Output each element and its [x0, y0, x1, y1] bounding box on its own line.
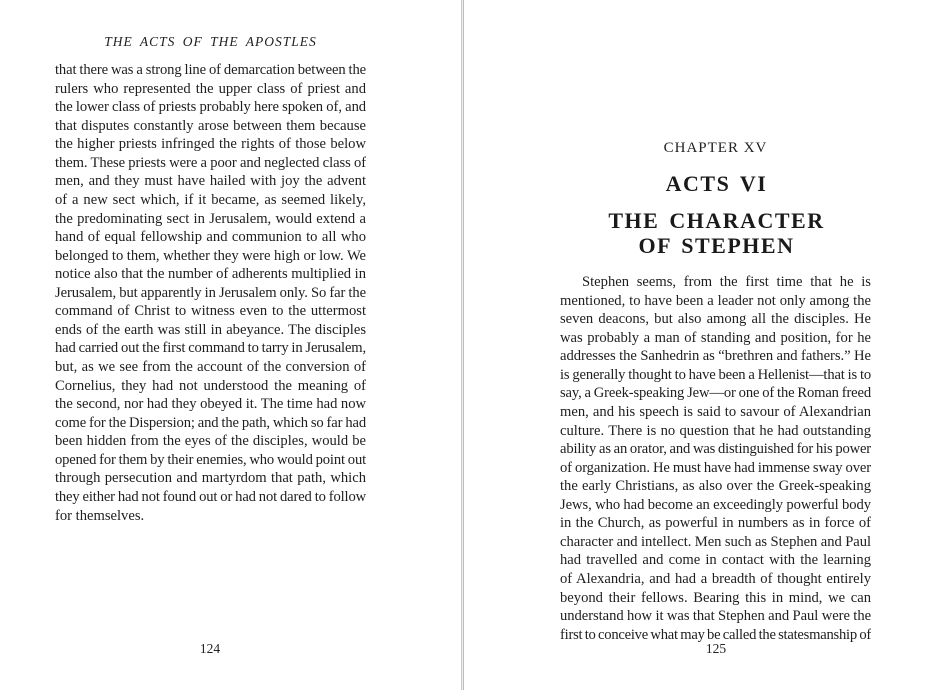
text-line: culture. There is no question that he had outstanding: [560, 422, 871, 439]
left-page: [0, 0, 461, 690]
text-line: understand how it was that Stephen and Paul were the: [560, 608, 871, 625]
text-line: was probably a man of standing and position, for he: [560, 329, 871, 346]
chapter-title-line-1: THE CHARACTER: [608, 208, 825, 233]
text-line: ability as an orator, and was distinguished for his power: [560, 441, 871, 458]
text-line: opened for them by their enemies, who would point out: [55, 451, 366, 468]
text-line: but, as we see from the account of the conversion of: [55, 359, 366, 375]
text-line: the higher priests infringed the rights of those below: [55, 136, 366, 153]
text-line: addresses the Sanhedrin as “brethren and fathers.” He: [560, 348, 871, 365]
text-line: men, and they must have hailed with joy the advent: [55, 173, 366, 190]
text-line: say, a Greek-speaking Jew—or one of the Roman freed: [560, 385, 871, 402]
text-line: been hidden from the eyes of the disciples, would be: [55, 433, 366, 450]
text-line: that there was a strong line of demarcation between the: [55, 62, 366, 78]
text-line: men, and his speech is said to savour of Alexandrian: [560, 403, 871, 420]
text-line: Jerusalem, but apparently in Jerusalem only. So far the: [55, 284, 366, 301]
text-line: Cornelius, they had not understood the meaning of: [55, 377, 366, 394]
left-page-body: [55, 61, 366, 525]
text-line: first to conceive what may be called the statesmanship of: [560, 626, 871, 643]
text-line: for themselves.: [55, 507, 145, 524]
text-line: character and intellect. Men such as Stephen and Paul: [560, 533, 871, 550]
text-line: seven deacons, but also among all the disciples. He: [560, 311, 871, 328]
page-number-right: 125: [705, 641, 727, 656]
text-line: they either had not found out or had not dared to follow: [55, 488, 366, 505]
right-page-body: [560, 273, 871, 644]
text-line: had travelled and come in contact with the learning: [560, 552, 871, 569]
text-line: of Alexandria, and had a breadth of thought entirely: [560, 571, 871, 587]
text-line: of organization. He must have had immense sway over: [560, 459, 871, 476]
page-number-left: 124: [199, 641, 221, 656]
text-line: rulers who represented the upper class of priest and: [55, 80, 366, 97]
text-line: that disputes constantly arose between them because: [55, 117, 366, 134]
text-line: is generally thought to have been a Hellenist—that is to: [560, 366, 871, 383]
text-line: belonged to them, whether they were high or low. We: [55, 247, 366, 264]
text-line: ends of the earth was still in abeyance. The disciples: [55, 321, 366, 338]
text-line: notice also that the number of adherents multiplied in: [55, 266, 366, 283]
text-line: through persecution and martyrdom that path, which: [55, 470, 366, 487]
text-line: beyond their fellows. Bearing this in mind, we can: [560, 589, 871, 606]
text-line: the lower class of priests probably here spoken of, and: [55, 99, 366, 116]
text-line: Jews, who had become an exceedingly powerful body: [560, 496, 871, 513]
text-line: in the Church, as powerful in numbers as in force of: [560, 515, 871, 532]
text-line: the predominating sect in Jerusalem, would extend a: [55, 210, 366, 227]
chapter-subtitle: ACTS VI: [665, 171, 768, 196]
text-line: had carried out the first command to tarry in Jerusalem,: [55, 340, 366, 357]
chapter-label: CHAPTER XV: [663, 140, 768, 156]
text-line: the early Christians, as also over the Greek-speaking: [560, 478, 871, 495]
text-line: command of Christ to witness even to the uttermost: [55, 303, 366, 320]
text-line: Stephen seems, from the first time that he is: [582, 274, 871, 290]
text-line: them. These priests were a poor and neglected class of: [55, 154, 366, 171]
text-line: of a new sect which, if it became, as seemed likely,: [55, 191, 366, 208]
text-line: come for the Dispersion; and the path, which so far had: [55, 414, 366, 431]
text-line: the second, nor had they obeyed it. The time had now: [55, 396, 366, 413]
text-line: mentioned, to have been a leader not only among the: [560, 292, 871, 309]
running-head: THE ACTS OF THE APOSTLES: [104, 34, 317, 49]
chapter-title-line-2: OF STEPHEN: [638, 233, 795, 258]
text-line: hand of equal fellowship and communion to all who: [55, 229, 366, 246]
